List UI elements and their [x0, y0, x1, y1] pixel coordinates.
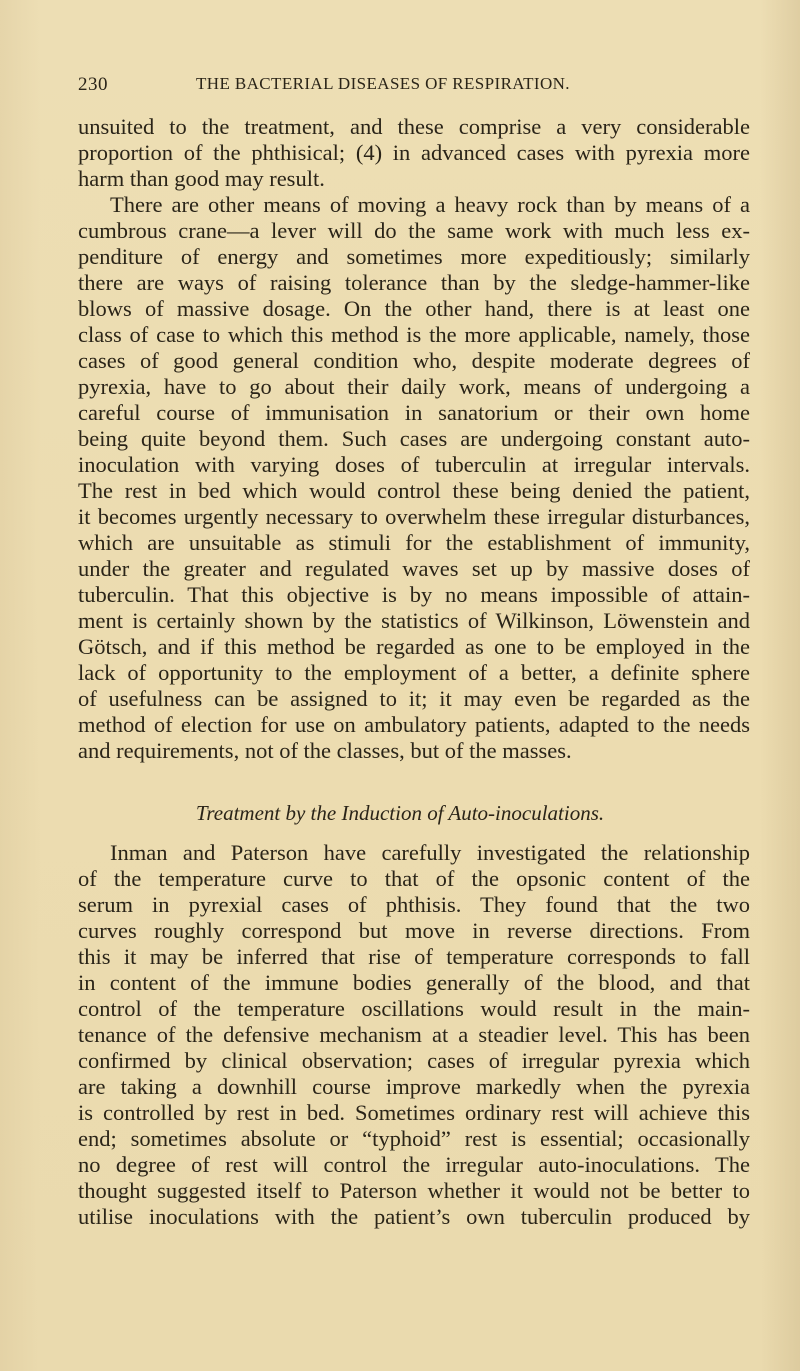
text-line: class of case to which this method is the more applicable, namely, those: [78, 322, 750, 347]
text-line: utilise inoculations with the patient’s own tuberculin produced by: [78, 1204, 750, 1229]
text-line: lack of opportunity to the employment of a better, a definite sphere: [78, 660, 750, 685]
text-line: penditure of energy and sometimes more expeditiously; similarly: [78, 244, 750, 269]
text-line: control of the temperature oscillations would result in the main-: [78, 996, 750, 1021]
running-title: THE BACTERIAL DISEASES OF RESPIRATION.: [196, 74, 570, 93]
page-number: 230: [78, 74, 108, 95]
text-line: which are unsuitable as stimuli for the establishment of immunity,: [78, 530, 750, 555]
text-line: tuberculin. That this objective is by no means impossible of attain-: [78, 582, 750, 607]
text-line: are taking a downhill course improve markedly when the pyrexia: [78, 1074, 750, 1099]
text-line: and requirements, not of the classes, but of the masses.: [78, 738, 572, 763]
text-line: Götsch, and if this method be regarded as one to be employed in the: [78, 634, 750, 659]
text-line: under the greater and regulated waves set up by massive doses of: [78, 556, 750, 581]
text-line: in content of the immune bodies generally of the blood, and that: [78, 970, 750, 995]
text-line: this it may be inferred that rise of temperature corresponds to fall: [78, 944, 750, 969]
text-line: method of election for use on ambulatory patients, adapted to the needs: [78, 712, 750, 737]
text-line: it becomes urgently necessary to overwhelm these irregular disturbances,: [78, 504, 750, 529]
running-header: [78, 74, 638, 104]
paragraph-other-means: [78, 192, 750, 764]
text-line: pyrexia, have to go about their daily work, means of undergoing a: [78, 374, 750, 399]
text-line: there are ways of raising tolerance than by the sledge-hammer-like: [78, 270, 750, 295]
text-line: curves roughly correspond but move in reverse directions. From: [78, 918, 750, 943]
text-line: careful course of immunisation in sanatorium or their own home: [78, 400, 750, 425]
text-line: thought suggested itself to Paterson whether it would not be better to: [78, 1178, 750, 1203]
text-line: cases of good general condition who, despite moderate degrees of: [78, 348, 750, 373]
text-line: end; sometimes absolute or “typhoid” rest is essential; occasionally: [78, 1126, 750, 1151]
text-line: harm than good may result.: [78, 166, 325, 191]
paragraph-continued: [78, 114, 750, 192]
text-line: inoculation with varying doses of tuberculin at irregular intervals.: [78, 452, 750, 477]
text-line: ment is certainly shown by the statistics of Wilkinson, Löwenstein and: [78, 608, 750, 633]
text-line: confirmed by clinical observation; cases of irregular pyrexia which: [78, 1048, 750, 1073]
text-line: serum in pyrexial cases of phthisis. They found that the two: [78, 892, 750, 917]
text-line: cumbrous crane—a lever will do the same work with much less ex-: [78, 218, 750, 243]
text-line: unsuited to the treatment, and these comprise a very considerable: [78, 114, 750, 139]
section-heading: Treatment by the Induction of Auto-inoculations.: [195, 801, 605, 825]
text-line: no degree of rest will control the irregular auto-inoculations. The: [78, 1152, 750, 1177]
paragraph-inman-paterson: [78, 840, 750, 1230]
text-line: blows of massive dosage. On the other hand, there is at least one: [78, 296, 750, 321]
text-line: of usefulness can be assigned to it; it may even be regarded as the: [78, 686, 750, 711]
text-line: of the temperature curve to that of the opsonic content of the: [78, 866, 750, 891]
text-line: being quite beyond them. Such cases are undergoing constant auto-: [78, 426, 750, 451]
text-line: Inman and Paterson have carefully investigated the relationship: [110, 840, 750, 865]
text-line: The rest in bed which would control these being denied the patient,: [78, 478, 750, 503]
text-line: tenance of the defensive mechanism at a steadier level. This has been: [78, 1022, 750, 1047]
text-line: proportion of the phthisical; (4) in advanced cases with pyrexia more: [78, 140, 750, 165]
text-line: There are other means of moving a heavy rock than by means of a: [110, 192, 750, 217]
text-line: is controlled by rest in bed. Sometimes ordinary rest will achieve this: [78, 1100, 750, 1125]
